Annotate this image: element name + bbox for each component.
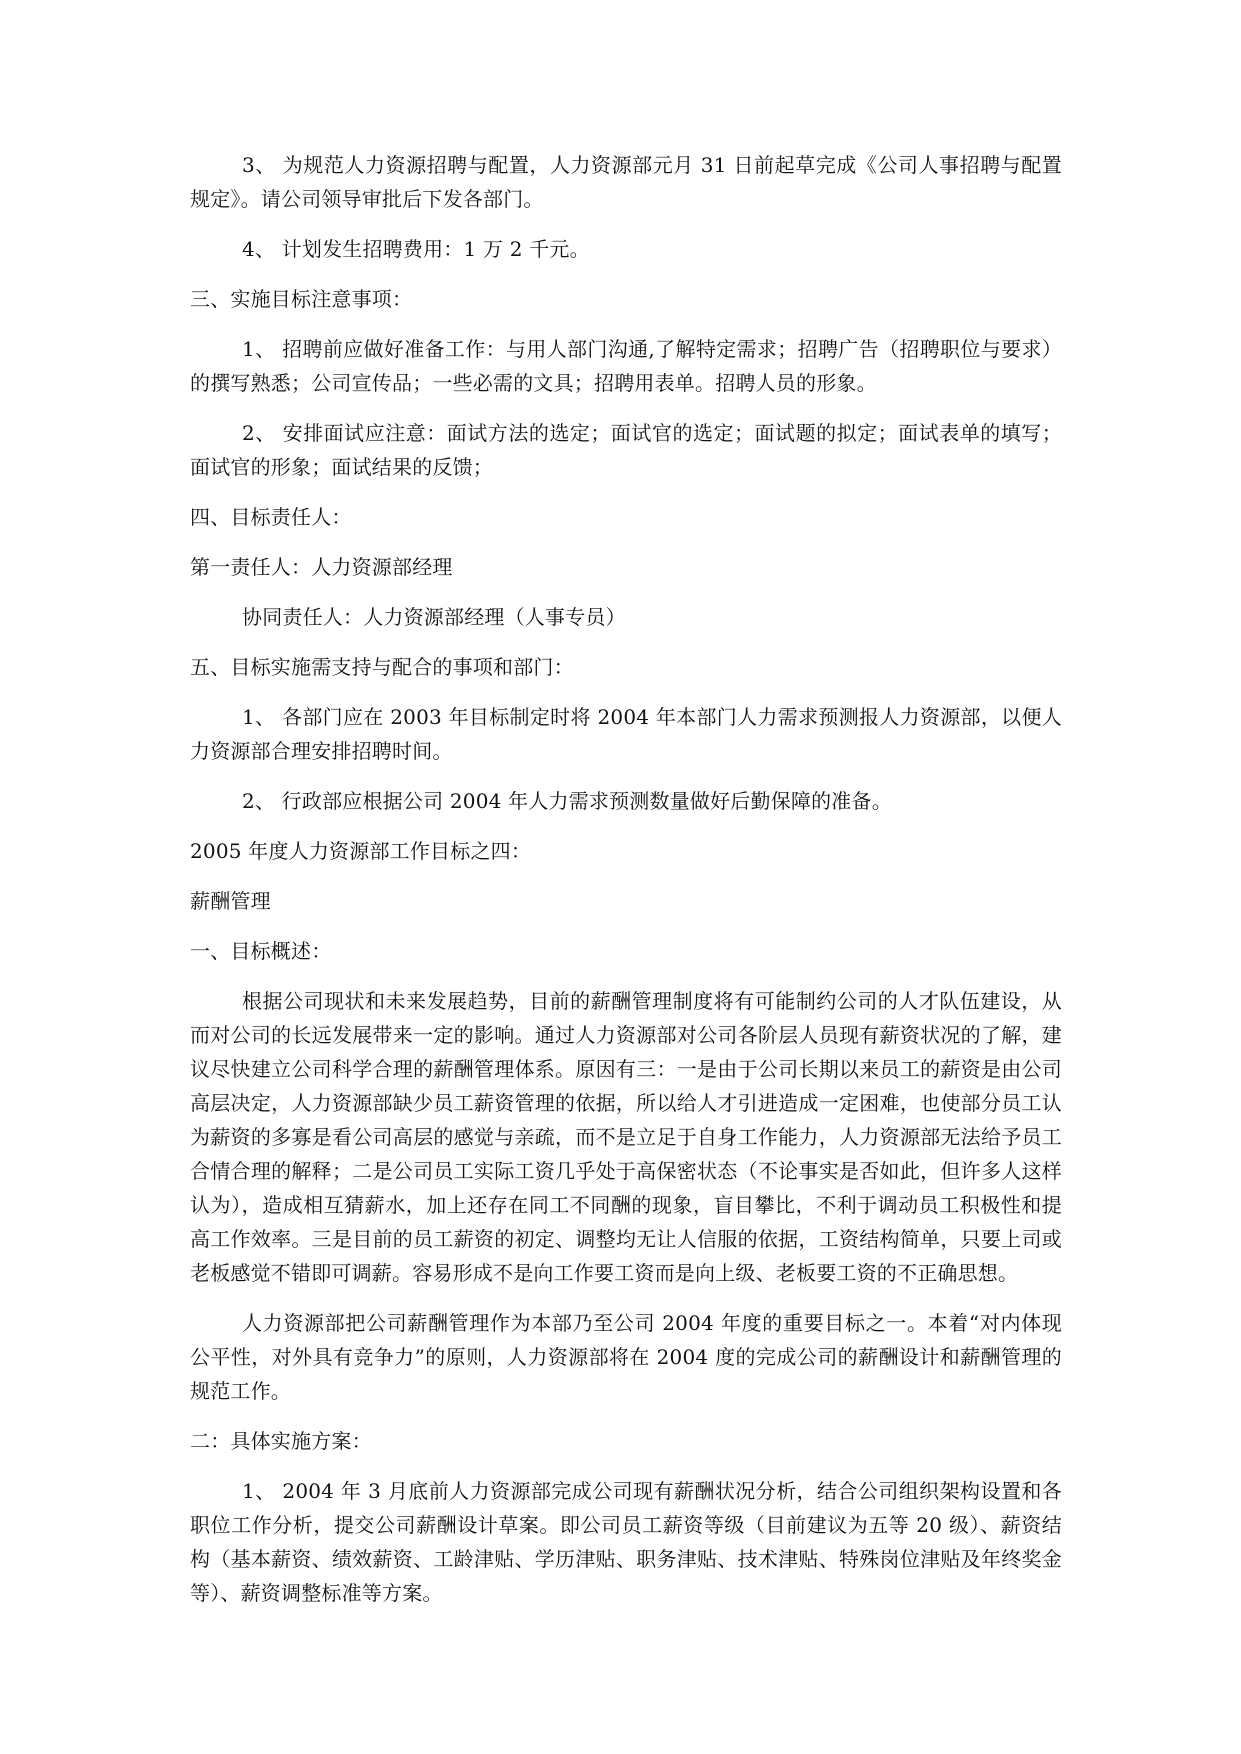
section-heading-3: 三、实施目标注意事项： xyxy=(190,287,413,311)
document-body xyxy=(190,148,1062,1626)
paragraph-item-2: 2、 安排面试应注意：面试方法的选定；面试官的选定；面试题的拟定；面试表单的填写；面试官的形象；面试结果的反馈； xyxy=(190,421,1062,479)
section-heading-4: 四、目标责任人： xyxy=(190,505,352,529)
goal-subtitle: 薪酬管理 xyxy=(190,889,271,913)
section-heading-overview: 一、目标概述： xyxy=(190,939,332,963)
section-heading-plan: 二：具体实施方案： xyxy=(190,1429,372,1453)
principle-paragraph: 人力资源部把公司薪酬管理作为本部乃至公司 2004 年度的重要目标之一。本着“对内体现公平性，对外具有竞争力”的原则，人力资源部将在 2004 度的完成公司的薪酬设计和薪酬管理的规范工作。 xyxy=(190,1311,1062,1403)
goal-title: 2005 年度人力资源部工作目标之四： xyxy=(190,839,532,863)
paragraph-item-2-admin: 2、 行政部应根据公司 2004 年人力需求预测数量做好后勤保障的准备。 xyxy=(242,789,892,813)
plan-item-1: 1、 2004 年 3 月底前人力资源部完成公司现有薪酬状况分析，结合公司组织架构设置和各职位工作分析，提交公司薪酬设计草案。即公司员工薪资等级（目前建议为五等 20 级）、薪资结构（基本薪资、绩效薪资、工龄津贴、学历津贴、职务津贴、技术津贴、特殊岗位津贴及年终奖金等）、薪资调整标准等方案。 xyxy=(190,1479,1062,1605)
paragraph-item-3: 3、 为规范人力资源招聘与配置，人力资源部元月 31 日前起草完成《公司人事招聘与配置规定》。请公司领导审批后下发各部门。 xyxy=(190,153,1062,211)
overview-paragraph: 根据公司现状和未来发展趋势，目前的薪酬管理制度将有可能制约公司的人才队伍建设，从而对公司的长远发展带来一定的影响。通过人力资源部对公司各阶层人员现有薪资状况的了解，建议尽快建立公司科学合理的薪酬管理体系。原因有三：一是由于公司长期以来员工的薪资是由公司高层决定，人力资源部缺少员工薪资管理的依据，所以给人才引进造成一定困难，也使部分员工认为薪资的多寡是看公司高层的感觉与亲疏，而不是立足于自身工作能力，人力资源部无法给予员工合情合理的解释；二是公司员工实际工资几乎处于高保密状态（不论事实是否如此，但许多人这样认为），造成相互猜薪水，加上还存在同工不同酬的现象，盲目攀比，不利于调动员工积极性和提高工作效率。三是目前的员工薪资的初定、调整均无让人信服的依据，工资结构简单，只要上司或老板感觉不错即可调薪。容易形成不是向工作要工资而是向上级、老板要工资的不正确思想。 xyxy=(190,989,1062,1285)
paragraph-item-4: 4、 计划发生招聘费用：1 万 2 千元。 xyxy=(242,237,590,261)
paragraph-item-1-departments: 1、 各部门应在 2003 年目标制定时将 2004 年本部门人力需求预测报人力资源部，以便人力资源部合理安排招聘时间。 xyxy=(190,705,1062,763)
first-responsible-line: 第一责任人：人力资源部经理 xyxy=(190,555,453,579)
section-heading-5: 五、目标实施需支持与配合的事项和部门： xyxy=(190,655,574,679)
co-responsible-line: 协同责任人：人力资源部经理（人事专员） xyxy=(242,605,626,629)
paragraph-item-1: 1、 招聘前应做好准备工作：与用人部门沟通,了解特定需求；招聘广告（招聘职位与要求）的撰写熟悉；公司宣传品；一些必需的文具；招聘用表单。招聘人员的形象。 xyxy=(190,337,1062,395)
